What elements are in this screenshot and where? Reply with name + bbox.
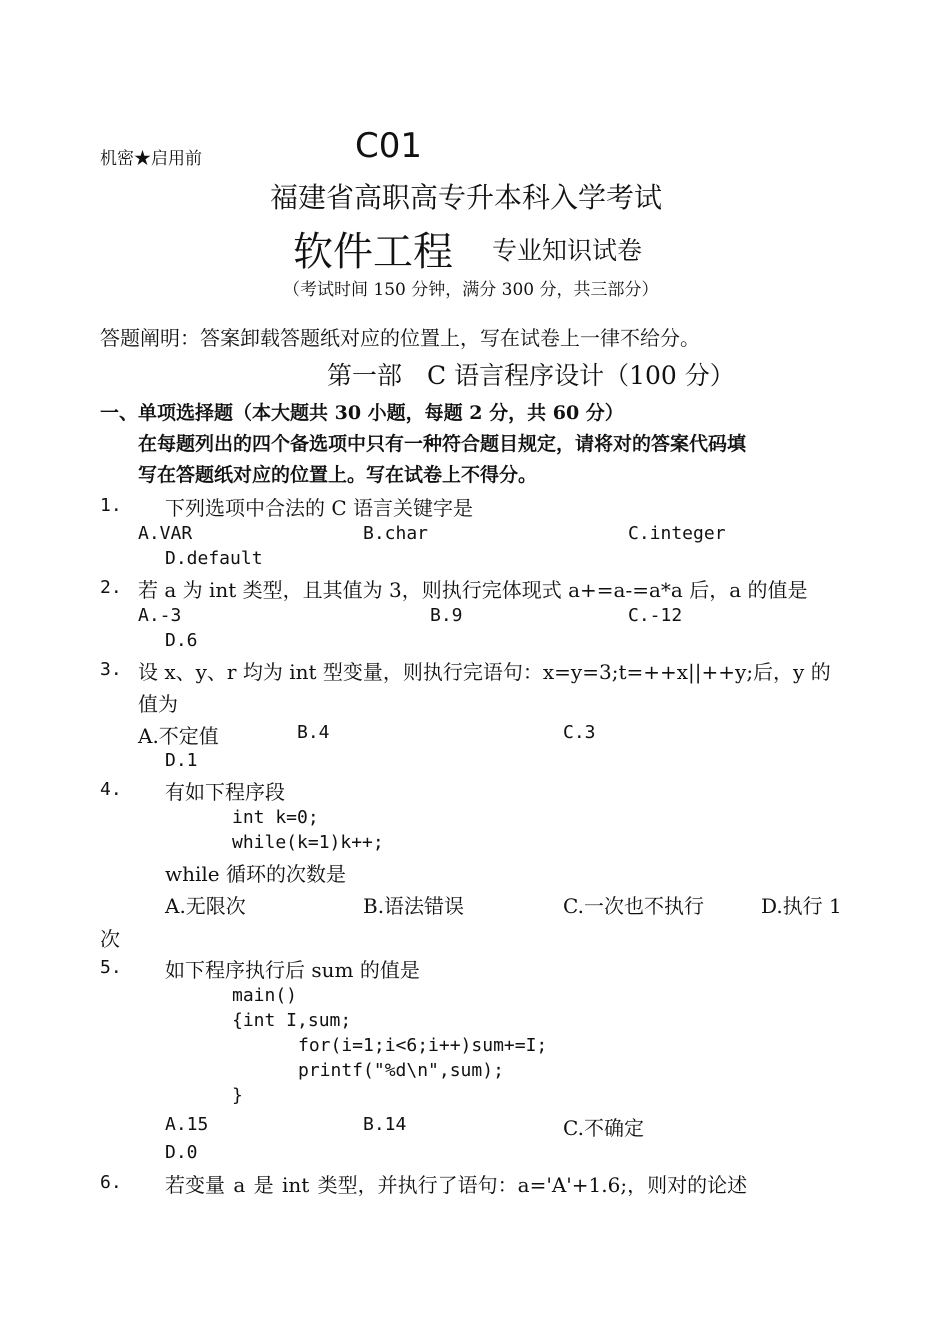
code-line: {int I,sum; xyxy=(232,1010,352,1031)
question-text: 如下程序执行后 sum 的值是 xyxy=(165,958,420,982)
section-desc-line2: 写在答题纸对应的位置上。写在试卷上不得分。 xyxy=(138,464,538,486)
confidential-label: 机密★启用前 xyxy=(100,149,202,169)
option-d: D.1 xyxy=(165,750,198,771)
option-c: C.一次也不执行 xyxy=(563,894,704,918)
question-text-cont: 值为 xyxy=(138,692,178,716)
question-text: 设 x、y、r 均为 int 型变量，则执行完语句：x=y=3;t=++x||++y;后，y 的 xyxy=(138,660,831,684)
option-a: A.不定值 xyxy=(138,724,219,748)
question-text-cont: while 循环的次数是 xyxy=(165,862,346,886)
question-number: 5. xyxy=(100,957,122,978)
question-number: 3. xyxy=(100,659,122,680)
option-b: B.char xyxy=(363,523,429,544)
question-text: 若 a 为 int 类型，且其值为 3，则执行完体现式 a+=a-=a*a 后，a 的值是 xyxy=(138,578,808,602)
code-line: main() xyxy=(232,985,298,1006)
question-text: 若变量 a 是 int 类型，并执行了语句：a='A'+1.6;，则对的论述 xyxy=(165,1173,748,1197)
section-desc-line1: 在每题列出的四个备选项中只有一种符合题目规定，请将对的答案代码填 xyxy=(138,433,747,455)
option-a: A.15 xyxy=(165,1114,209,1135)
part-heading: 第一部 C 语言程序设计（100 分） xyxy=(327,361,735,390)
code-line: for(i=1;i<6;i++)sum+=I; xyxy=(298,1035,548,1056)
option-c: C.integer xyxy=(628,523,726,544)
question-number: 2. xyxy=(100,577,122,598)
option-a: A.无限次 xyxy=(165,894,246,918)
code-line: } xyxy=(232,1085,243,1106)
question-text: 下列选项中合法的 C 语言关键字是 xyxy=(165,496,474,520)
option-d: D.default xyxy=(165,548,263,569)
question-number: 6. xyxy=(100,1172,122,1193)
option-b: B.9 xyxy=(430,605,463,626)
code-line: int k=0; xyxy=(232,807,319,828)
option-d: D.执行 1 xyxy=(761,894,842,918)
exam-title: 福建省高职高专升本科入学考试 xyxy=(270,181,663,214)
option-c: C.-12 xyxy=(628,605,683,626)
question-number: 1. xyxy=(100,495,122,516)
exam-code: C01 xyxy=(355,126,423,166)
code-line: while(k=1)k++; xyxy=(232,832,384,853)
code-line: printf("%d\n",sum); xyxy=(298,1060,504,1081)
exam-note: （考试时间 150 分钟，满分 300 分，共三部分） xyxy=(283,280,659,300)
subject-subtitle: 专业知识试卷 xyxy=(492,236,643,265)
option-a: A.-3 xyxy=(138,605,182,626)
option-b: B.4 xyxy=(297,722,330,743)
question-text: 有如下程序段 xyxy=(165,780,285,804)
subject-title: 软件工程 xyxy=(293,229,453,275)
question-number: 4. xyxy=(100,779,122,800)
option-d: D.0 xyxy=(165,1142,198,1163)
option-d: D.6 xyxy=(165,630,198,651)
option-b: B.语法错误 xyxy=(363,894,465,918)
option-c: C.不确定 xyxy=(563,1116,644,1140)
option-b: B.14 xyxy=(363,1114,407,1135)
option-d-cont: 次 xyxy=(100,927,120,951)
option-a: A.VAR xyxy=(138,523,193,544)
instructions: 答题阐明：答案卸载答题纸对应的位置上，写在试卷上一律不给分。 xyxy=(100,326,700,350)
option-c: C.3 xyxy=(563,722,596,743)
section-heading: 一、单项选择题（本大题共 30 小题，每题 2 分，共 60 分） xyxy=(100,402,624,424)
